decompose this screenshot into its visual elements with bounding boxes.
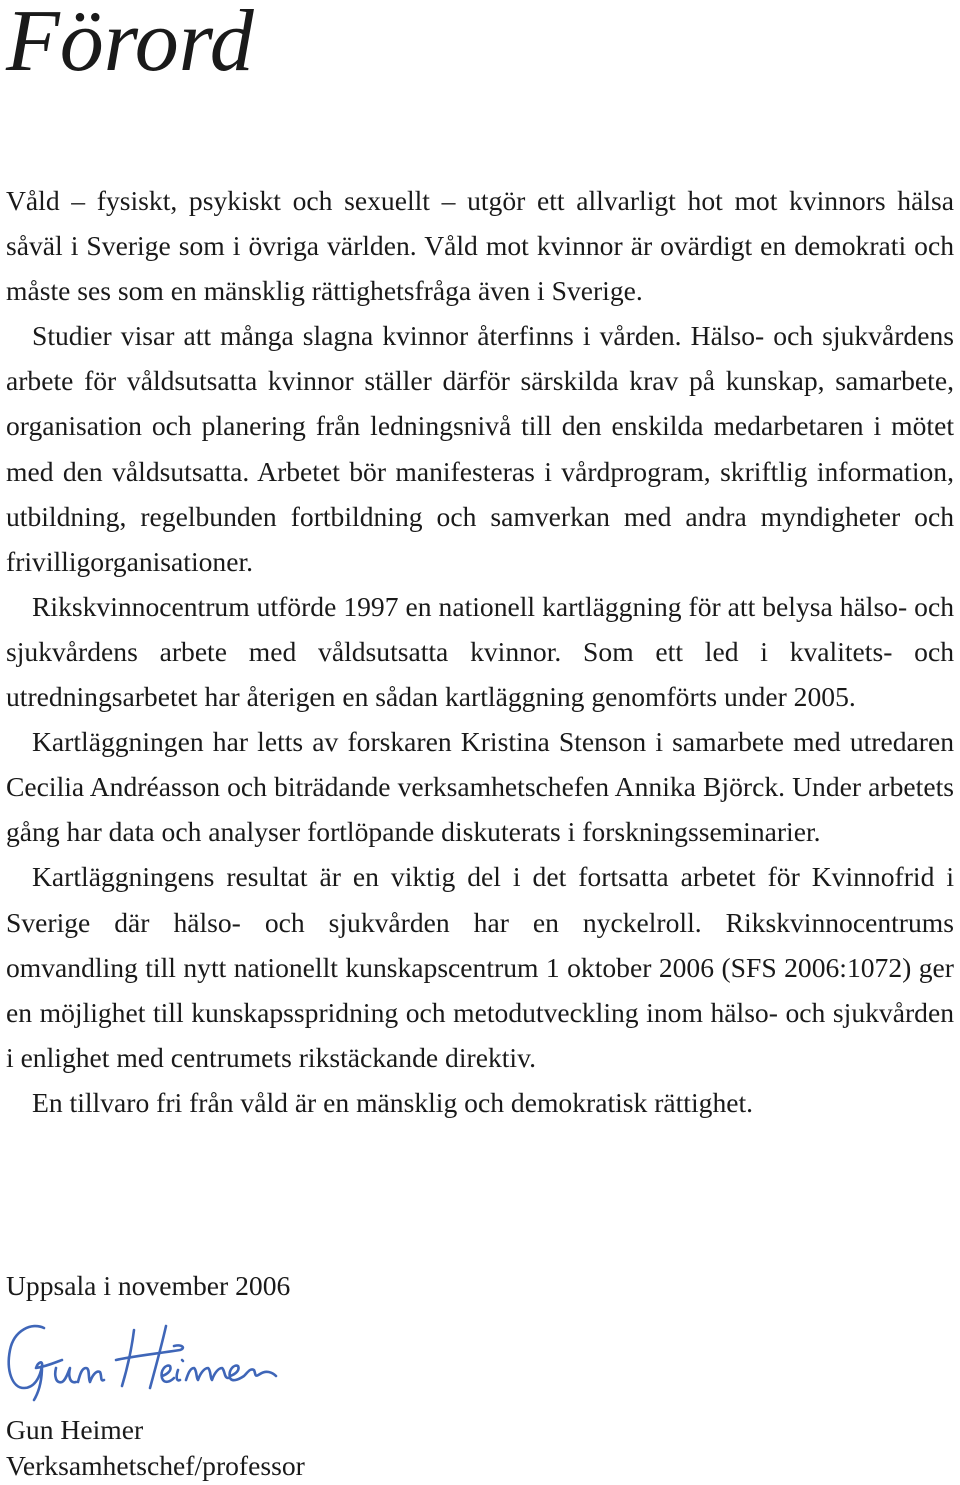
signature-stroke-i	[177, 1370, 180, 1380]
signature-stroke-er	[230, 1366, 276, 1381]
place-and-date: Uppsala i november 2006	[6, 1270, 291, 1301]
foreword-body	[6, 178, 954, 1125]
page-title: Förord	[6, 0, 254, 90]
paragraph-5: Kartläggningens resultat är en viktig del i det fortsatta arbetet för Kvinnofrid i Sverige där hälso- och sjukvården har en nyckelroll. Rikskvinnocentrums omvandling till nytt nationellt kunskapscentrum 1 oktober 2006 (SFS 2006:1072) ger en möjlighet till kunskapsspridning och metodutveckling inom hälso- och sjukvården i enlighet med centrumets rikstäckande direktiv.	[6, 861, 954, 1073]
signature-stroke-m	[186, 1368, 228, 1380]
signature-stroke-i-dot	[182, 1360, 183, 1361]
paragraph-6: En tillvaro fri från våld är en mänsklig och demokratisk rättighet.	[32, 1086, 754, 1118]
signature-strokes	[9, 1326, 276, 1400]
paragraph-1: Våld – fysiskt, psykiskt och sexuellt – utgör ett allvarligt hot mot kvinnors hälsa såväl i Sverige som i övriga världen. Våld mot kvinnor är ovärdigt en demokrati och måste ses som en mänsklig rättighetsfråga även i Sverige.	[6, 185, 954, 307]
signature-stroke-h-cross	[116, 1345, 183, 1360]
signer-name: Gun Heimer	[6, 1414, 144, 1445]
signature-stroke-g	[9, 1326, 62, 1388]
paragraph-3: Rikskvinnocentrum utförde 1997 en nationell kartläggning för att belysa hälso- och sjukvårdens arbete med våldsutsatta kvinnor. Som ett led i kvalitets- och utredningsarbetet har återigen en sådan kartläggning genomförts under 2005.	[6, 590, 954, 713]
signature-stroke-n	[78, 1368, 104, 1382]
signature-stroke-u	[55, 1368, 76, 1382]
handwritten-signature	[4, 1316, 279, 1406]
signer-title: Verksamhetschef/professor	[6, 1450, 305, 1481]
signature-stroke-e	[162, 1366, 174, 1382]
paragraph-4: Kartläggningen har letts av forskaren Kristina Stenson i samarbete med utredaren Cecilia Andréasson och biträdande verksamhetschefen Annika Björck. Under arbetets gång har data och analyser fortlöpande diskuterats i forskningsseminarier.	[6, 726, 954, 848]
paragraph-2: Studier visar att många slagna kvinnor återfinns i vården. Hälso- och sjukvårdens arbete för våldsutsatta kvinnor ställer därför särskilda krav på kunskap, samarbete, organisation och planering från ledningsnivå till den enskilda medarbetaren i mötet med den våldsutsatta. Arbetet bör manifesteras i vårdprogram, skriftlig information, utbildning, regelbunden fortbildning och samverkan med andra myndigheter och frivilligorganisationer.	[6, 320, 954, 577]
